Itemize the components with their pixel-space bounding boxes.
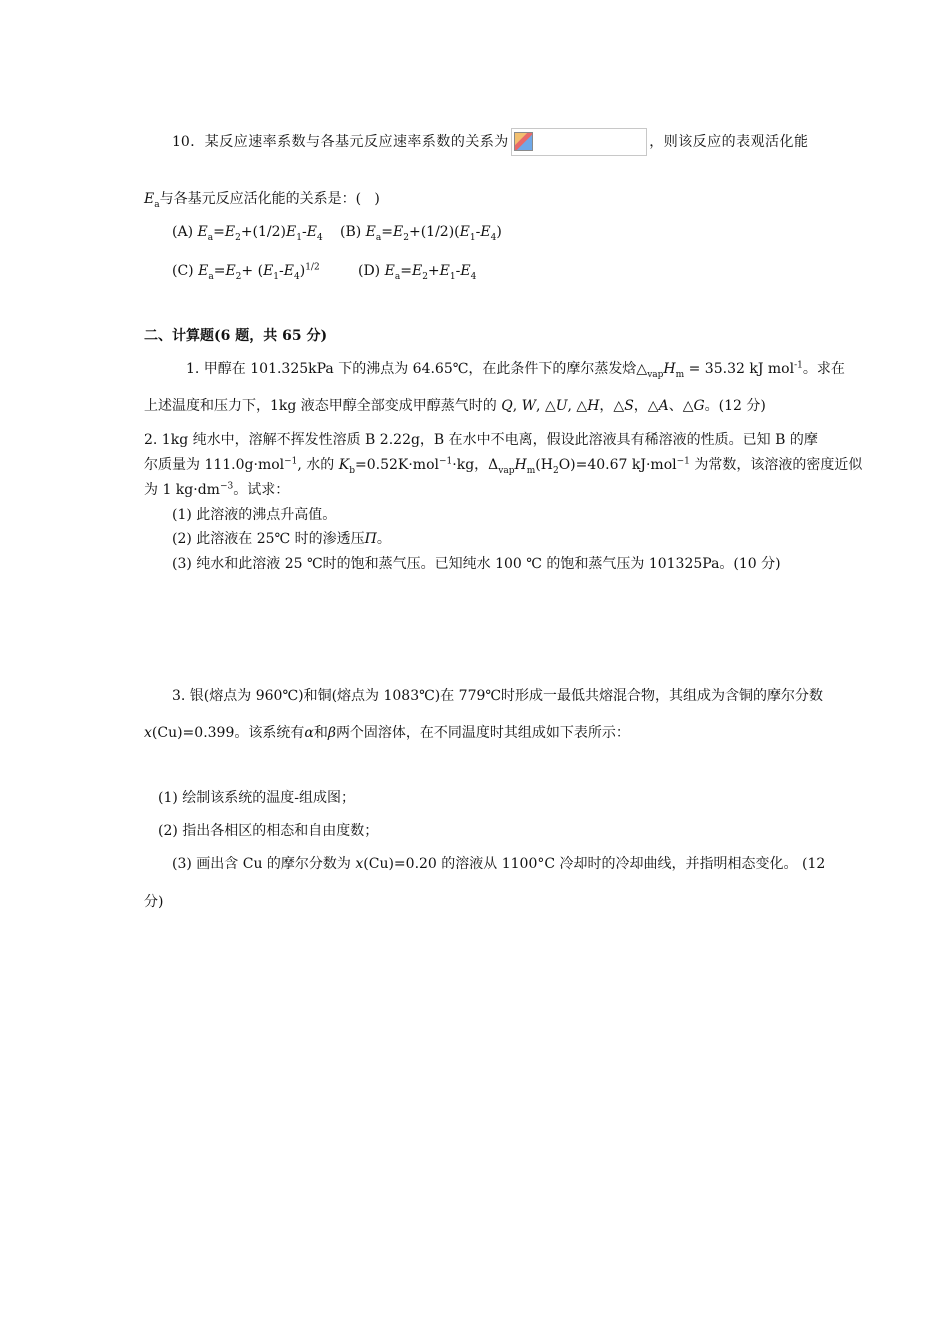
option-d: (D) $E_a=E_2+E_1-E_4$ — [358, 263, 477, 282]
p2-sub2: (2) 此溶液在 25℃ 时的渗透压Π。 — [172, 531, 391, 547]
p1-line2: 上述温度和压力下，1kg 液态甲醇全部变成甲醇蒸气时的 Q, W, △U, △H，△S，△A、△G。(12 分) — [144, 398, 766, 414]
p3-sub3: (3) 画出含 Cu 的摩尔分数为 x(Cu)=0.20 的溶液从 1100°C 冷却时的冷却曲线，并指明相态变化。 (12 — [172, 856, 826, 872]
p3-line2: x(Cu)=0.399。该系统有α和β两个固溶体，在不同温度时其组成如下表所示： — [144, 725, 630, 741]
p1-line1: 1. 甲醇在 101.325kPa 下的沸点为 64.65℃，在此条件下的摩尔蒸发焓$\triangle_{vap}H_m = 35.32$ kJ mol$^{-1}$。求在 — [186, 360, 845, 380]
p3-sub3-cont: 分) — [144, 894, 164, 910]
broken-image-placeholder — [511, 128, 647, 156]
p2-sub3: (3) 纯水和此溶液 25 ℃时的饱和蒸气压。已知纯水 100 ℃ 的饱和蒸气压为 101325Pa。(10 分) — [172, 556, 781, 572]
option-b: (B) $E_a=E_2+(1/2)(E_1-E_4)$ — [340, 224, 502, 243]
section-heading: 二、计算题(6 题，共 65 分) — [144, 328, 328, 344]
q10-line1: 10．某反应速率系数与各基元反应速率系数的关系为 ，则该反应的表观活化能 — [172, 128, 808, 156]
q10-number: 10 — [172, 134, 190, 150]
q10-line2: $E_a$与各基元反应活化能的关系是：( ) — [144, 191, 380, 210]
image-icon — [514, 132, 533, 151]
p2-line2: 尔质量为 111.0g·mol$^{-1}$, 水的 $K_b=0.52K\cdot mol^{-1}\cdot kg$，$\Delta_{vap}H_m(H_2O)=40.67$ kJ·mol$^{-1}$ 为常数，该溶液的密度近似 — [144, 456, 863, 476]
p2-sub1: (1) 此溶液的沸点升高值。 — [172, 507, 337, 523]
option-a: (A) $E_a=E_2+(1/2)E_1-E_4$ — [172, 224, 323, 243]
option-c: (C) $E_a=E_2+ (E_1-E_4)^{1/2}$ — [172, 262, 320, 282]
p3-sub1: (1) 绘制该系统的温度-组成图； — [158, 790, 356, 806]
p2-line1: 2. 1kg 纯水中，溶解不挥发性溶质 B 2.22g，B 在水中不电离，假设此溶液具有稀溶液的性质。已知 B 的摩 — [144, 432, 818, 448]
p3-sub2: (2) 指出各相区的相态和自由度数； — [158, 823, 379, 839]
p2-line3: 为 1 $kg\cdot dm^{-3}$。试求： — [144, 481, 290, 498]
p3-line1: 3. 银(熔点为 960℃)和铜(熔点为 1083℃)在 779℃时形成一最低共熔混合物，其组成为含铜的摩尔分数 — [172, 688, 824, 704]
